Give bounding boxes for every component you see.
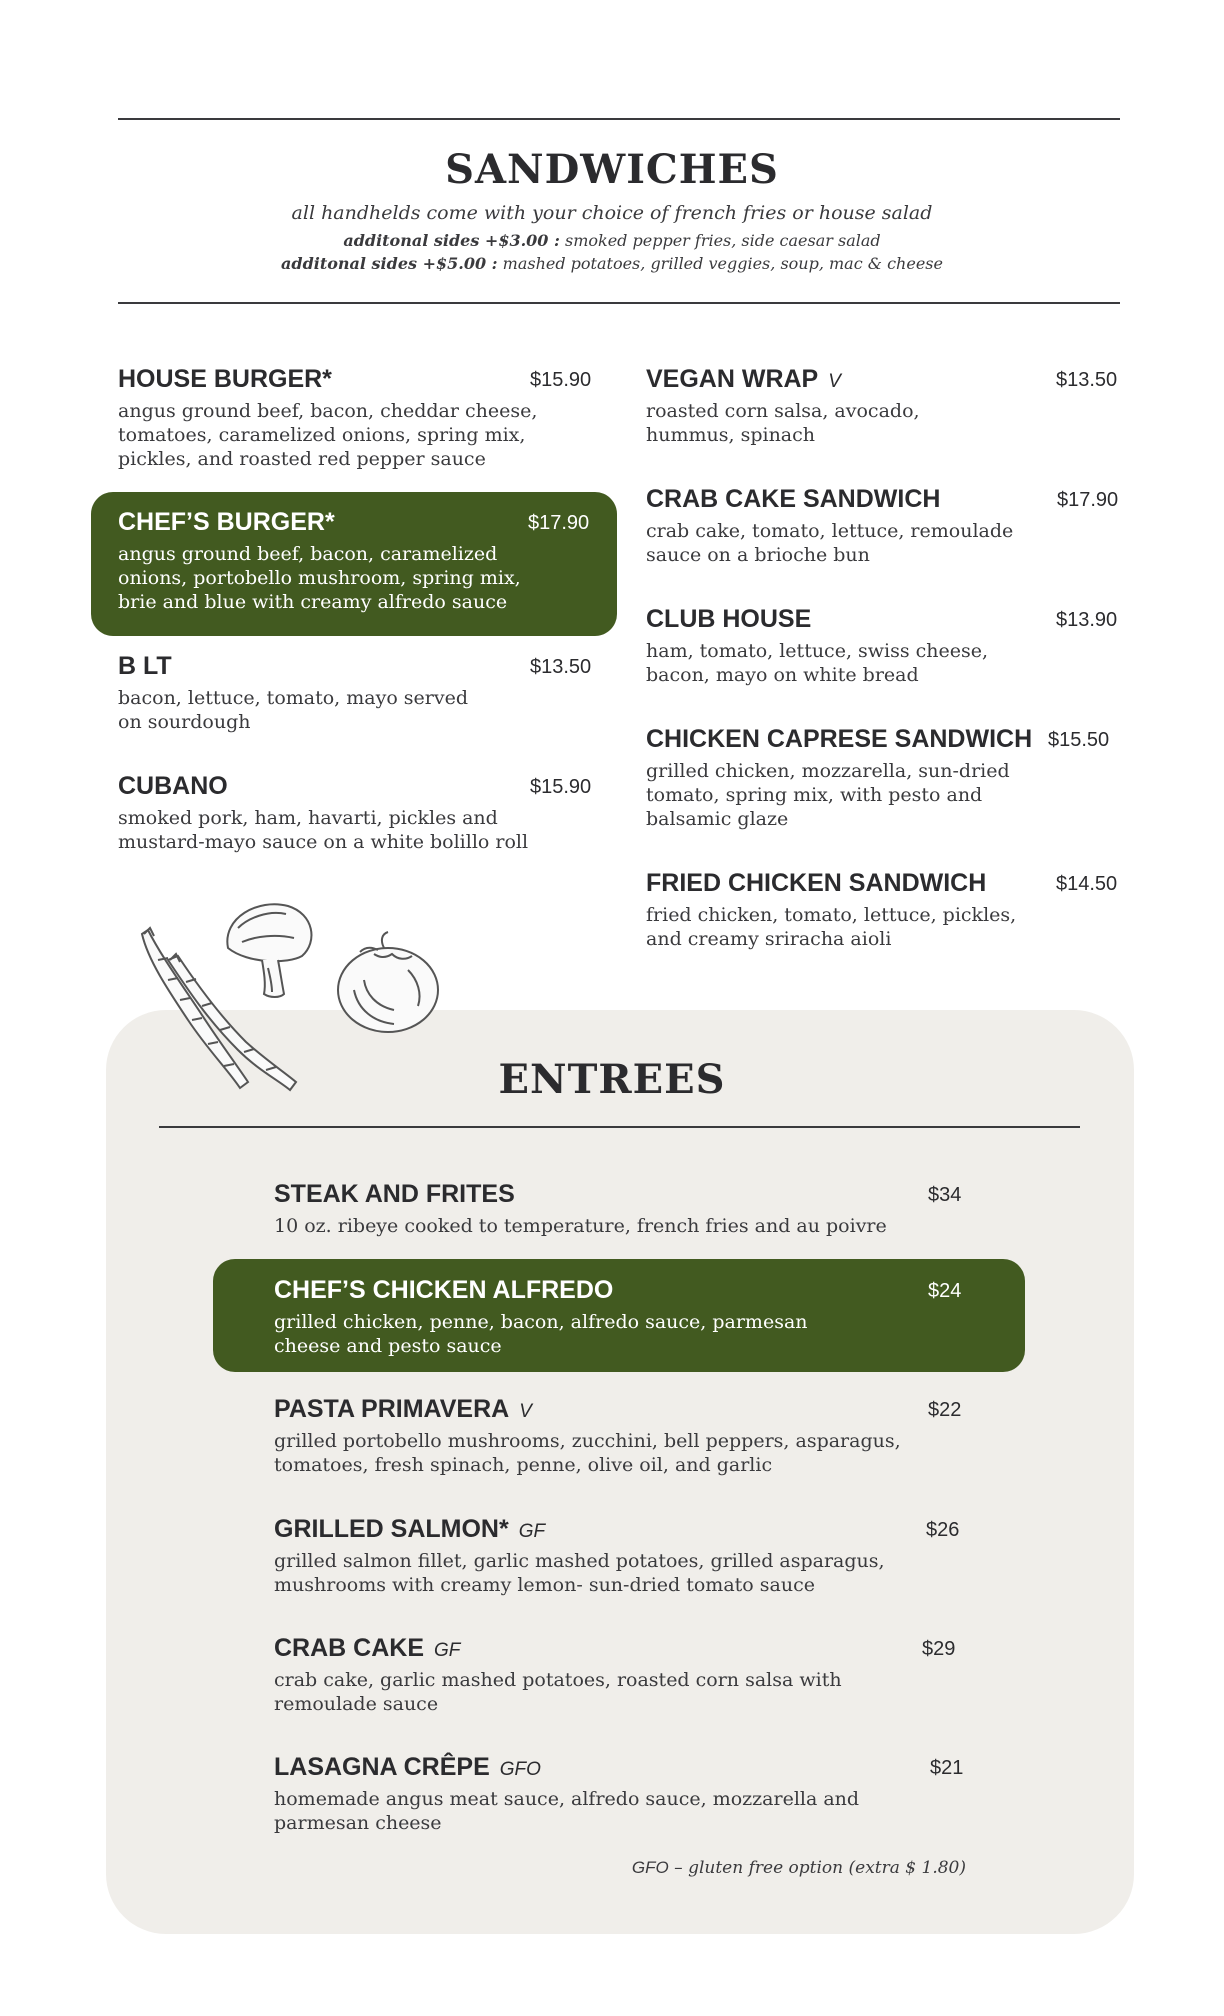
item-price: $13.50: [530, 656, 592, 678]
item-name: HOUSE BURGER*: [118, 365, 332, 393]
item-name: FRIED CHICKEN SANDWICH: [646, 869, 987, 897]
top-divider: [118, 118, 1120, 120]
item-name: STEAK AND FRITES: [274, 1180, 515, 1208]
gluten-free-tag: GF: [434, 1640, 461, 1661]
item-name-text: PASTA PRIMAVERA: [274, 1395, 510, 1423]
item-price: $14.50: [1056, 873, 1118, 895]
item-name-text: LASAGNA CRÊPE: [274, 1753, 490, 1781]
additional-sides-2: [0, 254, 1224, 273]
gluten-free-option-tag: GFO: [499, 1759, 541, 1780]
item-price: $24: [928, 1280, 962, 1302]
gfo-abbreviation: GFO: [631, 1858, 669, 1877]
entrees-divider: [159, 1126, 1080, 1128]
item-price: $26: [926, 1519, 960, 1541]
item-description: ham, tomato, lettuce, swiss cheese, bacon, mayo on white bread: [646, 640, 989, 686]
item-price: $15.50: [1048, 729, 1110, 751]
item-description: fried chicken, tomato, lettuce, pickles, and creamy sriracha aioli: [646, 904, 1017, 950]
item-name: CHICKEN CAPRESE SANDWICH: [646, 725, 1033, 753]
vegan-tag: V: [519, 1401, 532, 1422]
item-description: grilled chicken, mozzarella, sun-dried tomato, spring mix, with pesto and balsamic glaze: [646, 760, 1010, 830]
item-price: $15.90: [530, 776, 592, 798]
sandwiches-subtitle: all handhelds come with your choice of french fries or house salad: [291, 202, 933, 224]
item-description: homemade angus meat sauce, alfredo sauce, mozzarella and parmesan cheese: [274, 1788, 860, 1834]
item-name: CRAB CAKE SANDWICH: [646, 485, 941, 513]
item-description: grilled portobello mushrooms, zucchini, bell peppers, asparagus, tomatoes, fresh spinach, penne, olive oil, and garlic: [274, 1430, 901, 1476]
item-price: $13.90: [1056, 609, 1118, 631]
entrees-title: ENTREES: [498, 1056, 726, 1103]
item-price: $21: [930, 1757, 964, 1779]
item-name: CHEF’S CHICKEN ALFREDO: [274, 1276, 614, 1304]
gfo-footnote: [632, 1858, 966, 1878]
additional-sides-2-items: mashed potatoes, grilled veggies, soup, mac & cheese: [502, 254, 943, 273]
item-name: [274, 1753, 541, 1782]
gfo-explanation: – gluten free option (extra $ 1.80): [674, 1858, 966, 1878]
item-description: 10 oz. ribeye cooked to temperature, french fries and au poivre: [274, 1215, 887, 1237]
item-price: $13.50: [1056, 369, 1118, 391]
item-name: B LT: [118, 652, 172, 680]
vegan-tag: V: [828, 371, 841, 392]
item-price: $34: [928, 1184, 962, 1206]
item-description: angus ground beef, bacon, caramelized onions, portobello mushroom, spring mix, brie and blue with creamy alfredo sauce: [118, 543, 521, 613]
gluten-free-tag: GF: [518, 1521, 546, 1542]
additional-sides-1-items: smoked pepper fries, side caesar salad: [564, 231, 881, 250]
additional-sides-2-label: additonal sides +$5.00 :: [281, 254, 498, 273]
item-price: $22: [928, 1399, 962, 1421]
item-description: grilled salmon fillet, garlic mashed potatoes, grilled asparagus, mushrooms with creamy lemon- sun-dried tomato sauce: [274, 1550, 885, 1596]
item-description: bacon, lettuce, tomato, mayo served on sourdough: [118, 687, 469, 733]
item-price: $29: [922, 1638, 956, 1660]
item-description: grilled chicken, penne, bacon, alfredo sauce, parmesan cheese and pesto sauce: [274, 1311, 808, 1357]
item-price: $15.90: [530, 369, 592, 391]
item-name: CUBANO: [118, 772, 228, 800]
item-description: smoked pork, ham, havarti, pickles and mustard-mayo sauce on a white bolillo roll: [118, 807, 529, 853]
sandwiches-divider: [118, 302, 1120, 304]
item-description: angus ground beef, bacon, cheddar cheese, tomatoes, caramelized onions, spring mix, pickles, and roasted red pepper sauce: [118, 400, 538, 470]
additional-sides-1: [0, 231, 1224, 250]
item-description: crab cake, garlic mashed potatoes, roasted corn salsa with remoulade sauce: [274, 1669, 842, 1715]
item-description: crab cake, tomato, lettuce, remoulade sauce on a brioche bun: [646, 520, 1014, 566]
item-name: CHEF’S BURGER*: [118, 508, 335, 536]
additional-sides-1-label: additonal sides +$3.00 :: [343, 231, 560, 250]
item-name: CLUB HOUSE: [646, 605, 812, 633]
item-name: [274, 1395, 532, 1424]
mushroom-illustration: [218, 898, 318, 1002]
item-name: [274, 1515, 545, 1544]
item-name: [646, 365, 841, 394]
item-description: roasted corn salsa, avocado, hummus, spinach: [646, 400, 920, 446]
item-price: $17.90: [528, 512, 590, 534]
item-name-text: VEGAN WRAP: [646, 365, 819, 393]
tomato-illustration: [334, 930, 444, 1040]
item-name-text: CRAB CAKE: [274, 1634, 424, 1662]
item-price: $17.90: [1057, 489, 1119, 511]
item-name: [274, 1634, 460, 1663]
sandwiches-title: SANDWICHES: [445, 146, 779, 193]
item-name-text: GRILLED SALMON*: [274, 1515, 509, 1543]
